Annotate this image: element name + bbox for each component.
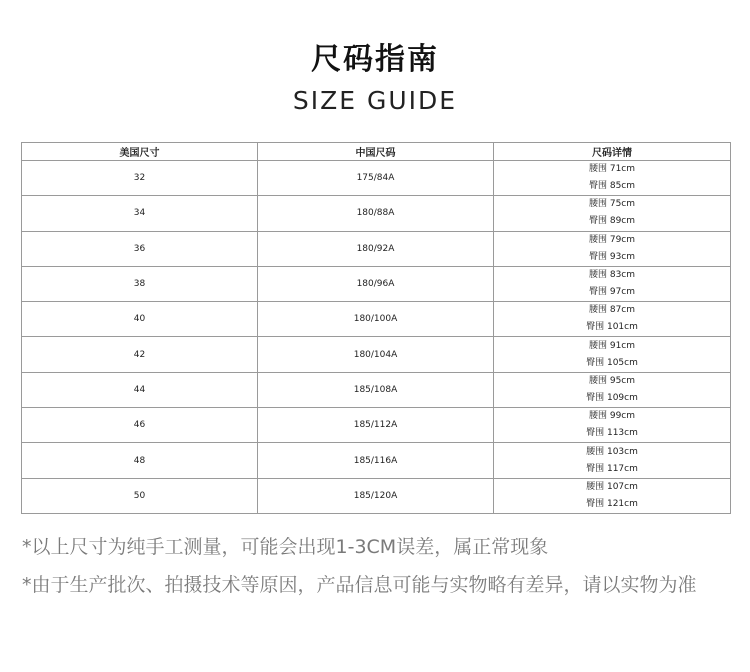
cell-cn-size: 185/116A xyxy=(258,443,494,478)
hip-measurement: 臀围 85cm xyxy=(588,181,636,192)
page-title: 尺码指南 xyxy=(311,42,439,77)
waist-measurement: 腰围 95cm xyxy=(588,375,636,386)
table-row xyxy=(22,478,731,513)
page-subtitle: SIZE GUIDE xyxy=(292,86,458,115)
cell-us-size: 40 xyxy=(22,302,258,337)
cell-cn-size: 175/84A xyxy=(258,161,494,196)
cell-size-details xyxy=(494,372,731,407)
notes xyxy=(22,528,732,604)
table-row xyxy=(22,196,731,231)
table-row xyxy=(22,231,731,266)
column-header-us-size: 美国尺寸 xyxy=(22,143,258,161)
waist-measurement: 腰围 75cm xyxy=(588,199,636,210)
cell-size-details xyxy=(494,337,731,372)
cell-us-size: 48 xyxy=(22,443,258,478)
waist-measurement: 腰围 87cm xyxy=(588,305,636,316)
hip-measurement: 臀围 105cm xyxy=(586,357,638,368)
cell-cn-size: 185/112A xyxy=(258,408,494,443)
column-header-size-details: 尺码详情 xyxy=(494,143,731,161)
waist-measurement: 腰围 83cm xyxy=(588,270,636,281)
cell-size-details xyxy=(494,231,731,266)
cell-us-size: 42 xyxy=(22,337,258,372)
waist-measurement: 腰围 107cm xyxy=(586,481,638,492)
cell-size-details xyxy=(494,478,731,513)
hip-measurement: 臀围 109cm xyxy=(586,392,638,403)
cell-cn-size: 180/104A xyxy=(258,337,494,372)
table-row xyxy=(22,266,731,301)
cell-size-details xyxy=(494,161,731,196)
table-row xyxy=(22,443,731,478)
cell-cn-size: 180/100A xyxy=(258,302,494,337)
cell-size-details xyxy=(494,408,731,443)
cell-size-details xyxy=(494,302,731,337)
hip-measurement: 臀围 93cm xyxy=(588,251,636,262)
cell-size-details xyxy=(494,266,731,301)
table-header-row xyxy=(22,143,731,161)
cell-us-size: 50 xyxy=(22,478,258,513)
waist-measurement: 腰围 103cm xyxy=(586,446,638,457)
cell-cn-size: 185/120A xyxy=(258,478,494,513)
cell-cn-size: 180/92A xyxy=(258,231,494,266)
hip-measurement: 臀围 121cm xyxy=(586,498,638,509)
table-row xyxy=(22,337,731,372)
note-product-variance: *由于生产批次、拍摄技术等原因，产品信息可能与实物略有差异，请以实物为准 xyxy=(22,574,697,596)
waist-measurement: 腰围 71cm xyxy=(588,164,636,175)
cell-us-size: 36 xyxy=(22,231,258,266)
cell-us-size: 44 xyxy=(22,372,258,407)
column-header-cn-size: 中国尺码 xyxy=(258,143,494,161)
cell-us-size: 34 xyxy=(22,196,258,231)
note-measurement-error: *以上尺寸为纯手工测量，可能会出现1-3CM误差，属正常现象 xyxy=(22,536,549,558)
waist-measurement: 腰围 91cm xyxy=(588,340,636,351)
cell-cn-size: 185/108A xyxy=(258,372,494,407)
waist-measurement: 腰围 99cm xyxy=(588,411,636,422)
hip-measurement: 臀围 113cm xyxy=(586,428,638,439)
cell-size-details xyxy=(494,196,731,231)
size-table xyxy=(21,142,731,514)
hip-measurement: 臀围 117cm xyxy=(586,463,638,474)
table-row xyxy=(22,302,731,337)
waist-measurement: 腰围 79cm xyxy=(588,234,636,245)
table-row xyxy=(22,161,731,196)
hip-measurement: 臀围 97cm xyxy=(588,287,636,298)
table-body xyxy=(22,161,731,514)
hip-measurement: 臀围 101cm xyxy=(586,322,638,333)
cell-size-details xyxy=(494,443,731,478)
table-row xyxy=(22,372,731,407)
hip-measurement: 臀围 89cm xyxy=(588,216,636,227)
cell-us-size: 38 xyxy=(22,266,258,301)
cell-cn-size: 180/96A xyxy=(258,266,494,301)
table-row xyxy=(22,408,731,443)
cell-cn-size: 180/88A xyxy=(258,196,494,231)
cell-us-size: 46 xyxy=(22,408,258,443)
cell-us-size: 32 xyxy=(22,161,258,196)
